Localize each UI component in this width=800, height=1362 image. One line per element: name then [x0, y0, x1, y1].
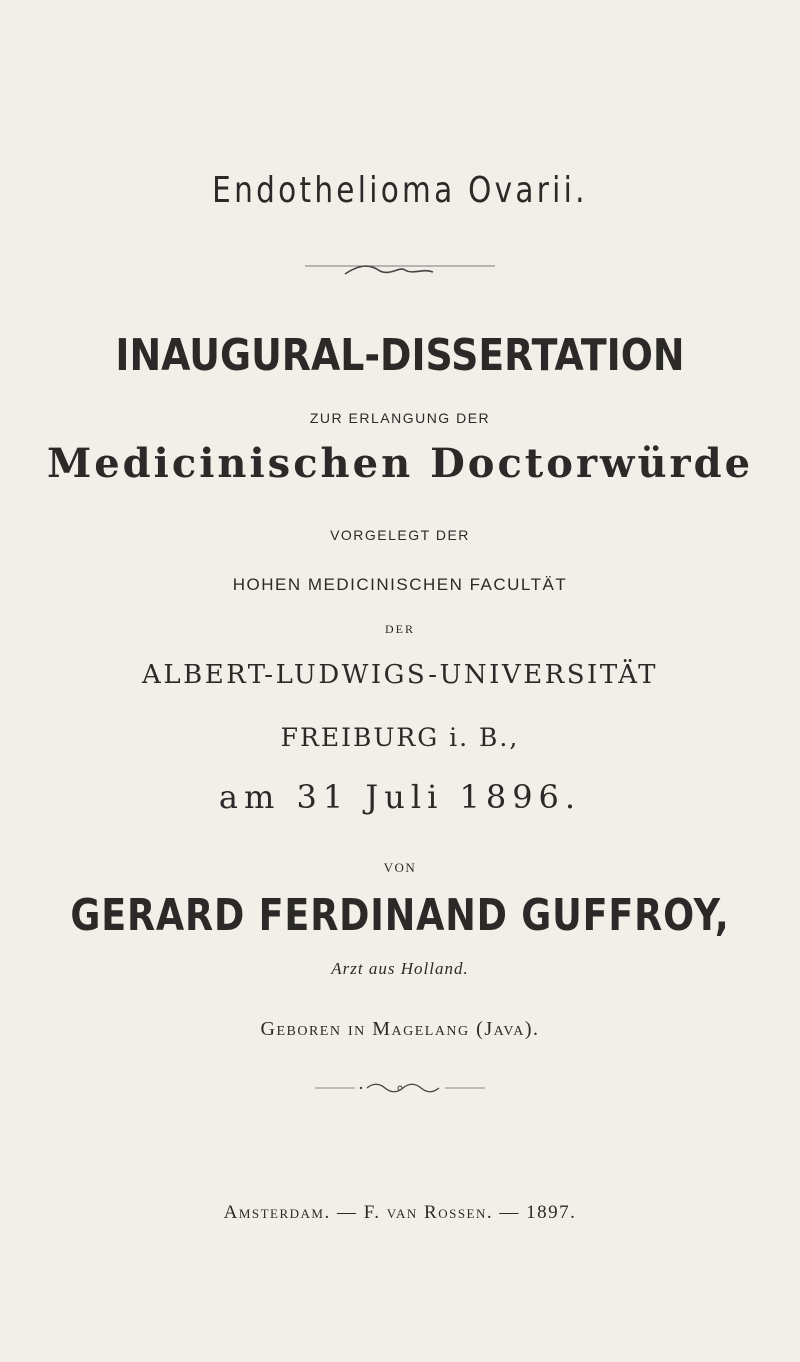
author-role: Arzt aus Holland. — [331, 959, 469, 978]
birthplace-line: Geboren in Magelang (Java). — [260, 1018, 540, 1040]
city-line: FREIBURG i. B., — [280, 723, 520, 752]
author-name: GERARD FERDINAND GUFFROY, — [70, 890, 730, 941]
der-line: DER — [385, 622, 415, 636]
date-line: am 31 Juli 1896. — [218, 778, 582, 816]
university-name: ALBERT-LUDWIGS-UNIVERSITÄT — [142, 660, 658, 690]
ornamental-rule-top — [305, 262, 495, 278]
faculty-name: HOHEN MEDICINISCHEN FACULTÄT — [232, 575, 568, 594]
degree-title: Medicinischen Doctorwürde — [46, 440, 754, 487]
document-title: Endothelioma Ovarii. — [212, 170, 588, 211]
von-line: VON — [383, 860, 417, 875]
vorgelegt-line: VORGELEGT DER — [330, 527, 470, 543]
subtitle-zur-erlangung: ZUR ERLANGUNG DER — [309, 410, 491, 426]
dissertation-heading: INAUGURAL-DISSERTATION — [115, 330, 685, 381]
publisher-imprint: Amsterdam. — F. van Rossen. — 1897. — [223, 1202, 577, 1223]
ornamental-rule-bottom — [315, 1082, 485, 1094]
